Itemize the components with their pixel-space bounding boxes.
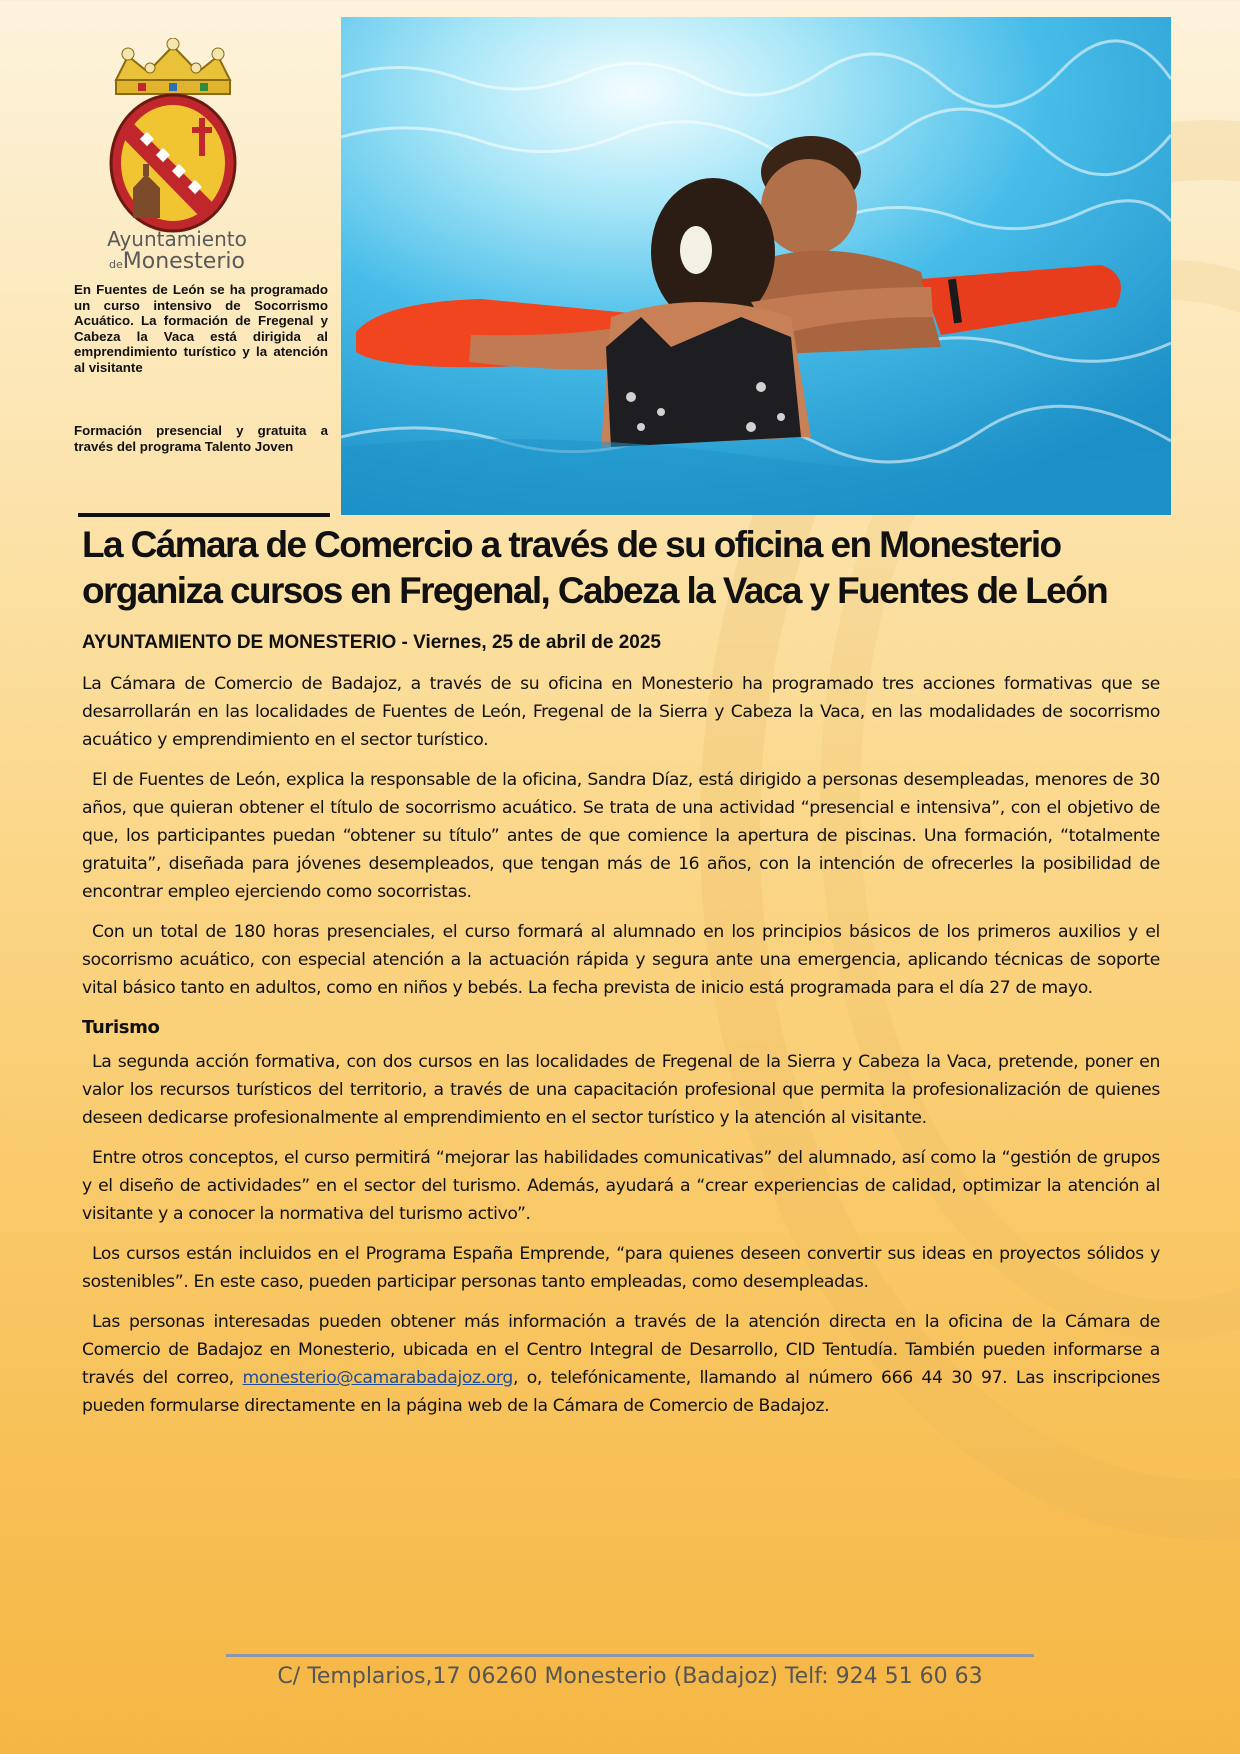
article-paragraph: Entre otros conceptos, el curso permitirá “mejorar las habilidades comunicativas” del alumnado, así como la “gestión de grupos y el diseño de actividades” en el sector del turismo. Además, ayudará a “crear experiencias de calidad, optimizar la atención al visitante y a conocer la normativa del turismo activo”. <box>82 1148 1160 1224</box>
organization-name-prefix: de <box>109 258 123 271</box>
article-paragraph: La Cámara de Comercio de Badajoz, a través de su oficina en Monesterio ha programado tres acciones formativas que se desarrollarán en las localidades de Fuentes de León, Fregenal de la Sierra y Cabeza la Vaca, en las modalidades de socorrismo acuático y emprendimiento en el sector turístico. <box>82 674 1160 750</box>
article-body <box>82 670 1160 1432</box>
sidebar-note-text: Formación presencial y gratuita a través del programa Talento Joven <box>74 423 328 454</box>
article-paragraph: Los cursos están incluidos en el Programa España Emprende, “para quienes deseen convertir sus ideas en proyectos sólidos y sostenibles”. En este caso, pueden participar personas tanto empleadas, como desempleadas. <box>82 1244 1160 1292</box>
article-paragraph-contact <box>82 1308 1160 1420</box>
footer-address: C/ Templarios,17 06260 Monesterio (Badajoz) Telf: 924 51 60 63 <box>277 1664 983 1689</box>
contact-text-after: , o, telefónicamente, llamando al número 666 44 30 97. Las inscripciones pueden formularse directamente en la página web de la Cámara de Comercio de Badajoz. <box>82 1368 1160 1416</box>
article-paragraph: El de Fuentes de León, explica la responsable de la oficina, Sandra Díaz, está dirigido a personas desempleadas, menores de 30 años, que quieran obtener el título de socorrismo acuático. Se trata de una actividad “presencial e intensiva”, con el objetivo de que, los participantes puedan “obtener su título” antes de que comience la apertura de piscinas. Una formación, “totalmente gratuita”, diseñada para jóvenes desempleados, que tengan más de 16 años, con la intención de ofrecerles la posibilidad de encontrar empleo ejerciendo como socorristas. <box>82 770 1160 902</box>
article-paragraph: Con un total de 180 horas presenciales, el curso formará al alumnado en los principios básicos de los primeros auxilios y el socorrismo acuático, con especial atención a la actuación rápida y segura ante una emergencia, aplicando técnicas de soporte vital básico tanto en adultos, como en niños y bebés. La fecha prevista de inicio está programada para el día 27 de mayo. <box>82 922 1160 998</box>
article-byline: AYUNTAMIENTO DE MONESTERIO - Viernes, 25 de abril de 2025 <box>82 632 661 653</box>
organization-name-line1: Ayuntamiento <box>107 227 247 251</box>
section-heading: Turismo <box>82 1017 160 1038</box>
shield-icon <box>111 95 235 231</box>
article-paragraph: La segunda acción formativa, con dos cursos en las localidades de Fregenal de la Sierra y Cabeza la Vaca, pretende, poner en valor los recursos turísticos del territorio, a través de una capacitación profesional que permita la profesionalización de quienes deseen dedicarse profesionalmente al emprendimiento en el sector turístico y la atención al visitante. <box>82 1052 1160 1128</box>
organization-name-line2: Monesterio <box>122 249 245 274</box>
crown-icon <box>116 38 230 94</box>
organization-name <box>82 228 272 277</box>
hero-photo <box>341 17 1171 515</box>
email-link[interactable]: monesterio@camarabadajoz.org <box>242 1368 513 1388</box>
sidebar-summary <box>74 282 328 454</box>
article-title: La Cámara de Comercio a través de su oficina en Monesterio organiza cursos en Fregenal, Cabeza la Vaca y Fuentes de León <box>82 524 1108 611</box>
footer-divider <box>226 1654 1034 1657</box>
contact-text-before: Las personas interesadas pueden obtener más información a través de la atención directa en la oficina de la Cámara de Comercio de Badajoz en Monesterio, ubicada en el Centro Integral de Desarrollo, CID Tentudía. También pueden informarse a través del correo, <box>82 1312 1160 1388</box>
sidebar-summary-text: En Fuentes de León se ha programado un curso intensivo de Socorrismo Acuático. La formación de Fregenal y Cabeza la Vaca está dirigida al emprendimiento turístico y la atención al visitante <box>74 282 328 375</box>
title-rule <box>78 513 330 517</box>
